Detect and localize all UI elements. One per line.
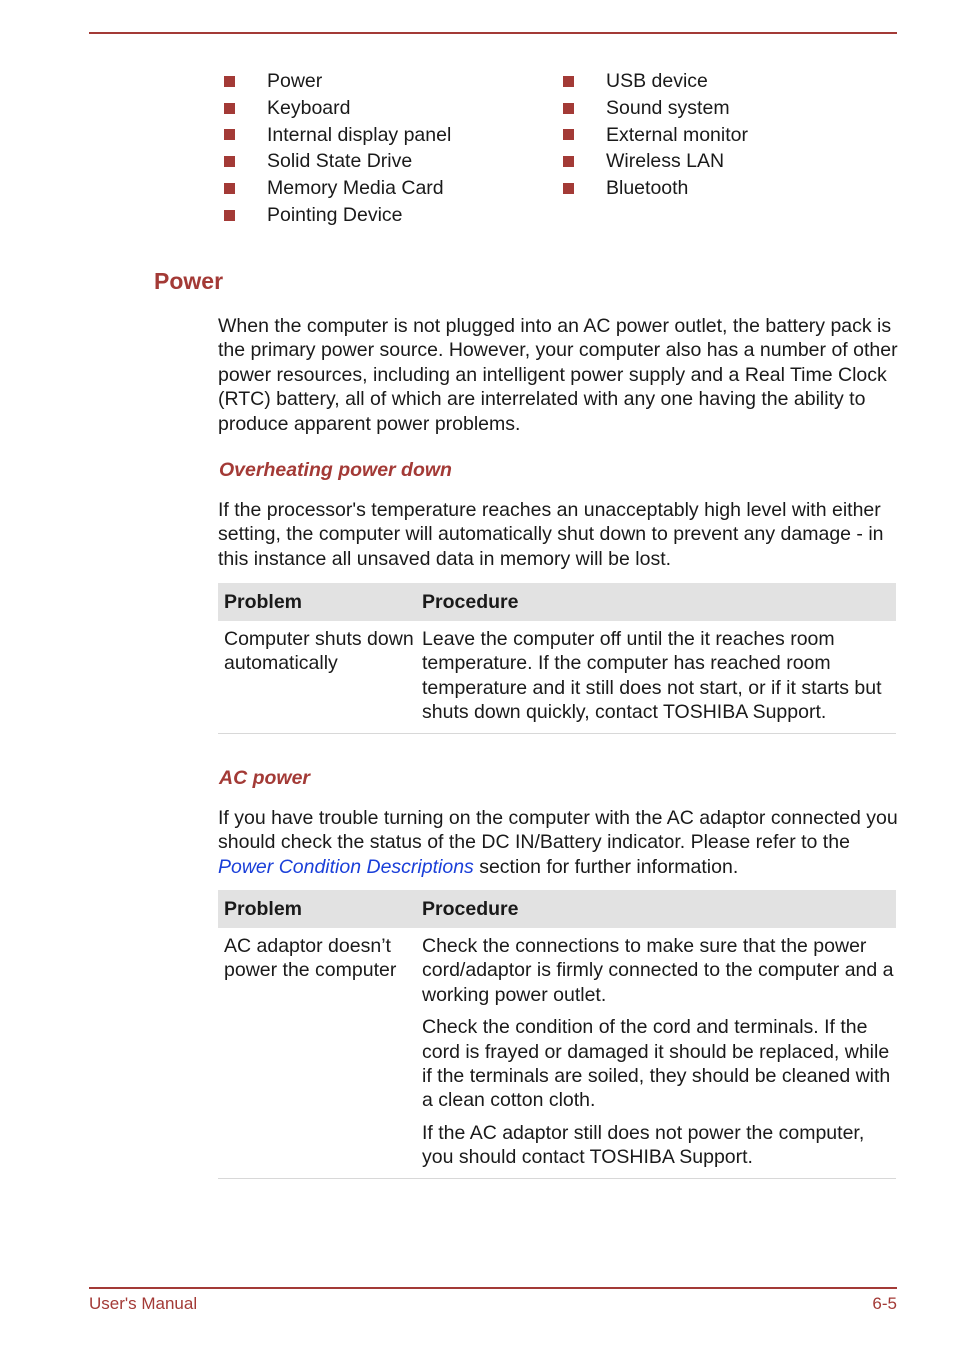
overheating-title: Overheating power down xyxy=(219,459,452,481)
list-item xyxy=(224,68,544,95)
bullet-square-icon xyxy=(224,76,235,87)
problem-cell: AC adaptor doesn’t power the computer xyxy=(224,935,397,982)
ac-power-title: AC power xyxy=(219,767,311,789)
procedure-step: If the AC adaptor still does not power the computer, you should contact TOSHIBA Support. xyxy=(422,1121,865,1169)
list-item-label: External monitor xyxy=(606,123,748,146)
list-item xyxy=(224,95,544,122)
section-title: Power xyxy=(154,268,224,294)
footer-page-number: 6-5 xyxy=(872,1294,897,1313)
ac-power-text-before: If you have trouble turning on the computer with the AC adaptor connected you should check the status of the DC IN/Battery indicator. Please refer to the xyxy=(218,807,898,854)
list-item xyxy=(563,148,883,175)
bullet-square-icon xyxy=(563,76,574,87)
bullet-square-icon xyxy=(224,129,235,140)
list-item xyxy=(224,202,544,229)
bullet-square-icon xyxy=(224,210,235,221)
list-item-label: Memory Media Card xyxy=(267,177,444,200)
power-condition-link[interactable]: Power Condition Descriptions xyxy=(218,855,474,878)
ac-power-text-after: section for further information. xyxy=(473,855,739,878)
bullet-square-icon xyxy=(224,156,235,167)
header-procedure: Procedure xyxy=(422,590,519,613)
list-item-label: Pointing Device xyxy=(267,203,403,226)
header-procedure: Procedure xyxy=(422,897,519,920)
header-problem: Problem xyxy=(224,590,303,613)
list-item xyxy=(563,95,883,122)
table-header xyxy=(218,583,896,621)
table-row xyxy=(218,928,896,1178)
overheating-table xyxy=(218,583,896,734)
list-item xyxy=(224,148,544,175)
bullet-square-icon xyxy=(563,129,574,140)
ac-power-table xyxy=(218,890,896,1179)
list-item-label: Internal display panel xyxy=(267,123,452,146)
list-item xyxy=(224,175,544,202)
procedure-cell xyxy=(422,934,896,1170)
intro-paragraph: When the computer is not plugged into an AC power outlet, the battery pack is the primary power source. However, your computer also has a number of other power resources, including an intelligent power supply and a Real Time Clock (RTC) battery, all of which are interrelated with any one having the ability to produce apparent power problems. xyxy=(218,315,898,435)
list-item-label: Keyboard xyxy=(267,96,351,119)
list-item xyxy=(563,175,883,202)
header-problem: Problem xyxy=(224,897,303,920)
problem-cell: Computer shuts down automatically xyxy=(224,628,414,675)
footer-manual-title: User's Manual xyxy=(89,1294,198,1313)
table-header xyxy=(218,890,896,928)
list-item xyxy=(563,122,883,149)
bullet-square-icon xyxy=(224,103,235,114)
table-row xyxy=(218,621,896,733)
bullet-square-icon xyxy=(224,183,235,194)
header-rule xyxy=(89,32,897,34)
list-item-label: Bluetooth xyxy=(606,177,689,200)
list-item-label: Power xyxy=(267,70,323,92)
bullet-square-icon xyxy=(563,103,574,114)
list-item-label: USB device xyxy=(606,70,708,92)
ac-power-paragraph xyxy=(218,806,898,879)
list-item xyxy=(224,122,544,149)
list-item xyxy=(563,68,883,95)
list-item-label: Solid State Drive xyxy=(267,150,413,173)
footer-rule xyxy=(89,1287,897,1289)
bullet-square-icon xyxy=(563,156,574,167)
procedure-step: Check the condition of the cord and terminals. If the cord is frayed or damaged it should be replaced, while if the terminals are soiled, they should be cleaned with a clean cotton cloth. xyxy=(422,1016,891,1112)
overheating-paragraph: If the processor's temperature reaches an unacceptably high level with either setting, the computer will automatically shut down to prevent any damage - in this instance all unsaved data in memory will be lost. xyxy=(218,499,884,570)
bullet-list-left xyxy=(224,68,544,229)
procedure-cell: Leave the computer off until the it reaches room temperature. If the computer has reached room temperature and it still does not start, or if it starts but shuts down quickly, contact TOSHIBA Support. xyxy=(422,628,882,724)
list-item-label: Sound system xyxy=(606,96,730,119)
bullet-square-icon xyxy=(563,183,574,194)
procedure-step: Check the connections to make sure that the power cord/adaptor is firmly connected to the computer and a working power outlet. xyxy=(422,935,894,1006)
list-item-label: Wireless LAN xyxy=(606,150,725,173)
bullet-list-right xyxy=(563,68,883,202)
